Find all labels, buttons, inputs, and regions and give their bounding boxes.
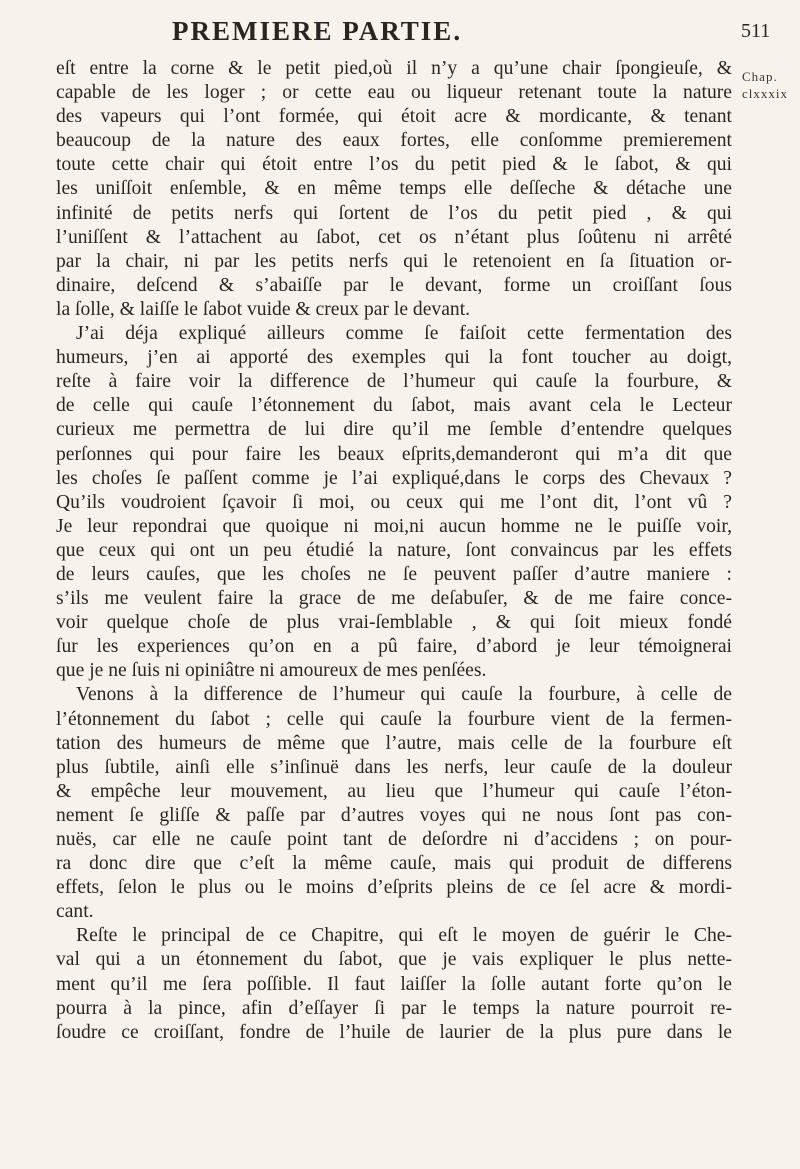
text-line: les uniſſoit enſemble, & en même temps elle deſſeche & détache une: [56, 178, 732, 200]
text-line: eſt entre la corne & le petit pied,où il n’y a qu’une chair ſpongieuſe, &: [56, 58, 732, 79]
text-line: Reſte le principal de ce Chapitre, qui eſt le moyen de guérir le Che-: [76, 925, 732, 947]
text-line: J’ai déja expliqué ailleurs comme ſe faiſoit cette fermentation des: [76, 323, 732, 345]
text-line: des vapeurs qui l’ont formée, qui étoit acre & mordicante, & tenant: [56, 106, 732, 128]
text-line: ſoudre ce croiſſant, fondre de l’huile de laurier de la plus pure dans le: [56, 1021, 732, 1043]
text-line: nement ſe gliſſe & paſſe par d’autres voyes qui ne nous ſont pas con-: [56, 804, 732, 826]
text-line: perſonnes qui pour faire les beaux eſprits,demanderont qui m’a dit que: [56, 443, 732, 465]
text-line: Venons à la difference de l’humeur qui cauſe la fourbure, à celle de: [76, 684, 732, 706]
text-line: voir quelque choſe de plus vrai-ſemblable , & qui ſoit mieux fondé: [56, 612, 732, 634]
text-line: val qui a un étonnement du ſabot, que je vais expliquer le plus nette-: [56, 949, 732, 971]
text-line: de celle qui cauſe l’étonnement du ſabot, mais avant cela le Lecteur: [56, 395, 732, 417]
text-line: que je ne ſuis ni opiniâtre ni amoureux de mes penſées.: [56, 660, 487, 682]
text-line: cant.: [56, 901, 94, 923]
text-line: nuës, car elle ne cauſe point tant de deſordre ni d’accidens ; on pour-: [56, 829, 732, 850]
text-line: & empêche leur mouvement, au lieu que l’humeur qui cauſe l’éton-: [56, 780, 732, 802]
running-header: PREMIERE PARTIE.: [172, 16, 463, 46]
text-line: reſte à faire voir la difference de l’humeur qui cauſe la fourbure, &: [56, 371, 732, 393]
page-number: 511: [741, 20, 771, 42]
chapter-label: Chap.: [742, 69, 778, 84]
text-line: l’étonnement du ſabot ; celle qui cauſe la fourbure vient de la fermen-: [56, 708, 732, 730]
text-line: Qu’ils voudroient ſçavoir ſi moi, ou ceux qui me l’ont dit, l’ont vû ?: [56, 491, 732, 513]
text-line: curieux me permettra de lui dire qu’il me ſemble d’entendre quelques: [56, 419, 732, 441]
text-line: que ceux qui ont un peu étudié la nature, ſont convaincus par les effets: [56, 539, 732, 561]
text-line: de leurs cauſes, que les choſes ne ſe peuvent paſſer d’autre maniere :: [56, 563, 732, 585]
text-line: ra donc dire que c’eſt la même cauſe, mais qui produit de differens: [56, 853, 732, 875]
text-line: capable de les loger ; or cette eau ou liqueur retenant toute la nature: [56, 82, 732, 104]
text-line: l’uniſſent & l’attachent au ſabot, cet os n’étant plus ſoûtenu ni arrêté: [56, 226, 732, 248]
text-line: pourra à la pince, afin d’eſſayer ſi par le temps la nature pourroit re-: [56, 997, 732, 1019]
text-line: effets, ſelon le plus ou le moins d’eſprits pleins de ce ſel acre & mordi-: [56, 877, 732, 899]
text-line: par la chair, ni par les petits nerfs qui le retenoient en ſa ſituation or-: [56, 250, 732, 272]
chapter-margin-note: [742, 68, 788, 102]
text-line: tation des humeurs de même que l’autre, mais celle de la fourbure eſt: [56, 732, 732, 754]
text-line: humeurs, j’en ai apporté des exemples qui la font toucher au doigt,: [56, 347, 732, 369]
body-text: [56, 57, 732, 1045]
text-line: les choſes ſe paſſent comme je l’ai expliqué,dans le corps des Chevaux ?: [56, 467, 732, 489]
text-line: s’ils me veulent faire la grace de me deſabuſer, & de me faire conce-: [56, 588, 732, 610]
text-line: la ſolle, & laiſſe le ſabot vuide & creux par le devant.: [56, 298, 471, 320]
text-line: beaucoup de la nature des eaux fortes, elle conſomme premierement: [56, 130, 732, 152]
text-line: Je leur repondrai que quoique ni moi,ni aucun homme ne le puiſſe voir,: [56, 515, 732, 537]
text-line: infinité de petits nerfs qui ſortent de l’os du petit pied , & qui: [56, 202, 732, 224]
text-line: toute cette chair qui étoit entre l’os du petit pied & le ſabot, & qui: [56, 154, 732, 176]
text-line: ſur les experiences qu’on en a pû faire, d’abord je leur témoignerai: [56, 636, 732, 658]
text-line: dinaire, deſcend & s’abaiſſe par le devant, forme un croiſſant ſous: [56, 274, 732, 296]
text-line: plus ſubtile, ainſi elle s’inſinuë dans les nerfs, leur cauſe de la douleur: [56, 756, 732, 778]
text-line: ment qu’il me ſera poſſible. Il faut laiſſer la ſolle autant forte qu’on le: [56, 973, 732, 995]
chapter-number: clxxxix: [742, 86, 788, 101]
